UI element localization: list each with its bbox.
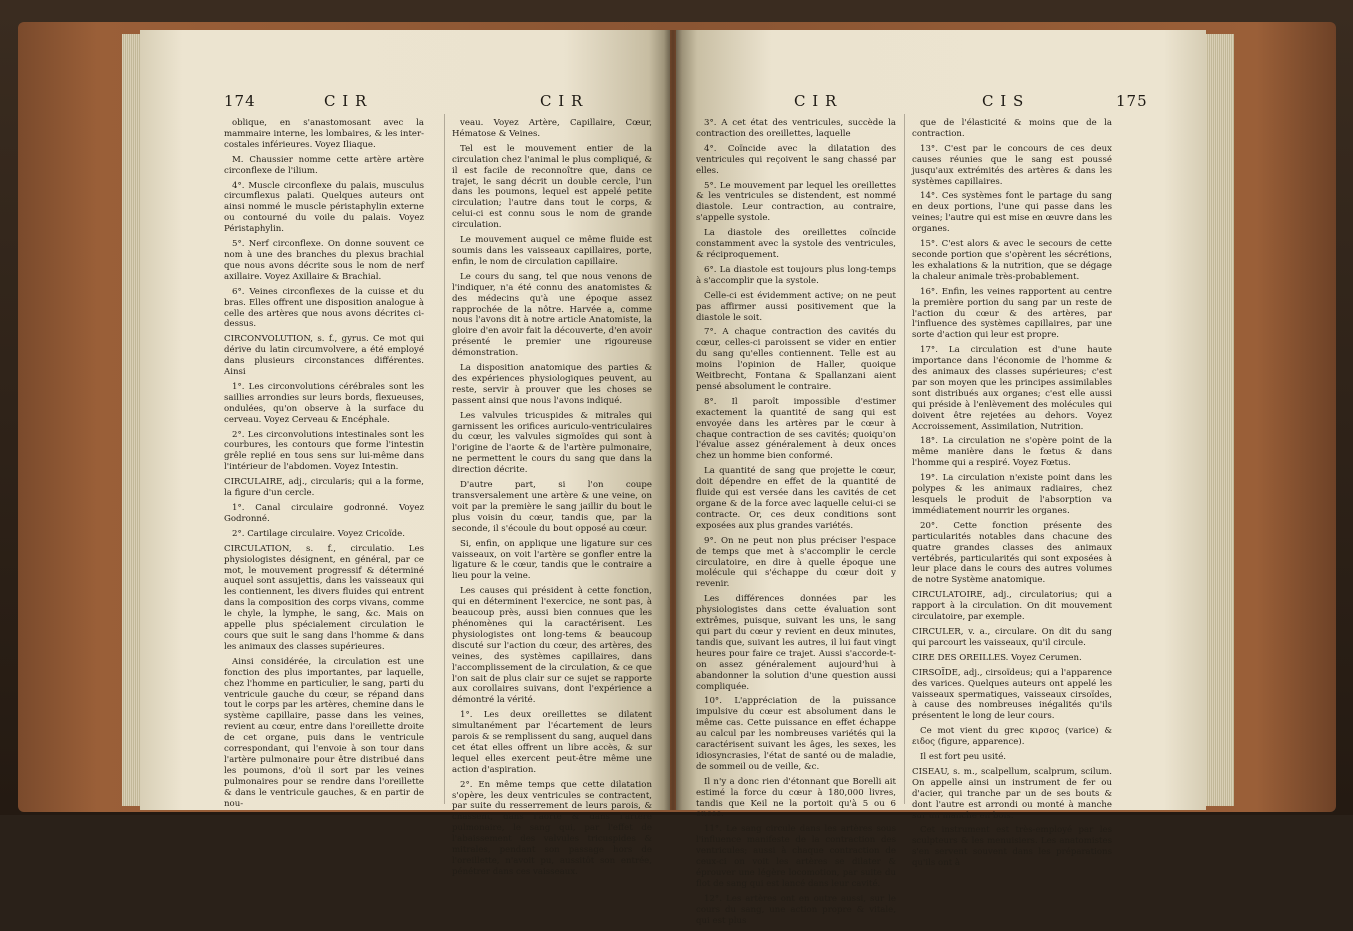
right-column-a: [696, 118, 896, 931]
paragraph: Le mouvement auquel ce même fluide est soumis dans les vaisseaux capillaires, porte, enfin, le nom de circulation capillaire.: [452, 235, 652, 267]
paragraph: Si, enfin, on applique une ligature sur ces vaisseaux, on voit l'artère se gonfler entre la ligature & le cœur, tandis que le contraire a lieu pour la veine.: [452, 538, 652, 582]
right-running-head-a: C I R: [794, 92, 838, 110]
left-page: [140, 30, 670, 877]
paragraph: 4°. Muscle circonflexe du palais, musculus circumflexus palati. Quelques auteurs ont ainsi nommé le muscle péristaphylin externe ou contourné du voile du palais. Voyez Péristaphylin.: [224, 180, 424, 235]
paragraph: 1°. Les circonvolutions cérébrales sont les saillies arrondies sur leurs bords, flexueuses, ondulées, qu'on observe à la surface du cerveau. Voyez Cerveau & Encéphale.: [224, 381, 424, 425]
page-edges-left: [122, 34, 142, 806]
paragraph: 1°. Les deux oreillettes se dilatent simultanément par l'écartement de leurs parois & se remplissent du sang, auquel dans cet état elles offrent un libre accès, & sur lequel elles exercent peut-être même une action d'aspiration.: [452, 710, 652, 775]
left-column-b: [452, 118, 652, 882]
paragraph: M. Chaussier nomme cette artère artère circonflexe de l'ilium.: [224, 154, 424, 176]
paragraph: 2°. Les circonvolutions intestinales sont les courbures, les contours que forme l'intestin grêle replié en tous sens sur lui-même dans l'intérieur de l'abdomen. Voyez Intestin.: [224, 429, 424, 473]
right-page: [676, 30, 1206, 926]
paragraph: 20°. Cette fonction présente des particularités notables dans chacune des quatre grandes classes des animaux vertébrés, particularités qui sont exposées à leur place dans le cours des autres volumes de notre Système anatomique.: [912, 520, 1112, 586]
paragraph: CIRCULAIRE, adj., circularis; qui a la forme, la figure d'un cercle.: [224, 477, 424, 499]
paragraph: 13°. C'est par le concours de ces deux causes réunies que le sang est poussé jusqu'aux extrémités des artères & dans les systèmes capillaires.: [912, 143, 1112, 187]
paragraph: oblique, en s'anastomosant avec la mammaire interne, les lombaires, & les inter-costales inférieures. Voyez Iliaque.: [224, 118, 424, 150]
paragraph: Les causes qui président à cette fonction, qui en déterminent l'exercice, ne sont pas, à beaucoup près, aussi bien connues que les phénomènes qui la caractérisent. Les physiologistes ont long-tems & beaucoup discuté sur l'action du cœur, des artères, des veines, des systèmes capillaires, dans l'accomplissement de la circulation, & ce que l'on sait de plus clair sur ce sujet se rapporte aux corollaires suivans, dont l'expérience a démontré la vérité.: [452, 586, 652, 706]
paragraph: 5°. Le mouvement par lequel les oreillettes & les ventricules se distendent, est nommé diastole. Leur contraction, au contraire, s'appelle systole.: [696, 180, 896, 224]
paragraph: 11°. Le sang circule dans les artères sous l'influence manifeste de la contraction des ventricules; aussi à chaque contraction de ceux-ci on voit les artères se dilater & éprouver une légère locomotion, par suite du flot de sang qui est lancé dans leur cavité.: [696, 824, 896, 889]
paragraph: Les valvules tricuspides & mitrales qui garnissent les orifices auriculo-ventriculaires du cœur, les valvules sigmoïdes qui sont à l'origine de l'aorte & de l'artère pulmonaire, ne permettent le cours du sang que dans la direction décrite.: [452, 410, 652, 476]
paragraph: Il n'y a donc rien d'étonnant que Borelli ait estimé la force du cœur à 180,000 livres, tandis que Keil ne la portoit qu'à 5 ou 6 onces.: [696, 776, 896, 820]
paragraph: CIRSOÏDE, adj., cirsoïdeus; qui a l'apparence des varices. Quelques auteurs ont appelé les vaisseaux spermatiques, vaisseaux cirsoïdes, à cause des nombreuses inégalités qu'ils présentent le long de leur cours.: [912, 667, 1112, 722]
paragraph: La diastole des oreillettes coïncide constamment avec la systole des ventricules, & réciproquement.: [696, 228, 896, 260]
paragraph: 9°. On ne peut non plus préciser l'espace de temps que met à s'accomplir le cercle circulatoire, en dire à quelle époque une molécule qui s'échappe du cœur doit y revenir.: [696, 535, 896, 590]
paragraph: 12°. Les artères ont en outre aussi, sur le cours du sang, une action propre & vitale, qui est plus: [696, 893, 896, 926]
left-running-head-a: C I R: [324, 92, 368, 110]
column-rule: [444, 114, 445, 804]
paragraph: D'autre part, si l'on coupe transversalement une artère & une veine, on voit par la première le sang jaillir du bout le plus voisin du cœur, tandis que, par la seconde, il s'écoule du bout opposé au cœur.: [452, 480, 652, 534]
column-rule: [904, 114, 905, 804]
paragraph: Les différences données par les physiologistes dans cette évaluation sont extrêmes, puisque, suivant les uns, le sang qui part du cœur y revient en deux minutes, tandis que, suivant les autres, il lui faut vingt heures pour faire ce trajet. Aussi s'accorde-t-on assez généralement aujourd'hui à abandonner la solution d'une question aussi compliquée.: [696, 594, 896, 692]
paragraph: 15°. C'est alors & avec le secours de cette seconde portion que s'opèrent les sécrétions, les exhalations & la nutrition, que se dégage la chaleur animale très-probablement.: [912, 239, 1112, 282]
right-running-head-b: C I S: [982, 92, 1025, 110]
paragraph: Celle-ci est évidemment active; on ne peut pas affirmer aussi positivement que la diastole le soit.: [696, 290, 896, 323]
paragraph: 7°. A chaque contraction des cavités du cœur, celles-ci paroissent se vider en entier du sang qu'elles contiennent. Telle est au moins l'opinion de Haller, quoique Weitbrecht, Fontana & Spallanzani aient pensé absolument le contraire.: [696, 327, 896, 392]
left-column-a: [224, 118, 424, 813]
paragraph: 2°. En même temps que cette dilatation s'opère, les deux ventricules se contractent, par suite du resserrement de leurs parois, & chassent, dans l'aorte & dans l'artère pulmonaire, le sang qui, par l'effet de l'abaissement des valvules tricuspides & mitrales, pendant son passage hors de l'oreillette, n'avoit pu, aussitôt son entrée, pénétrer dans ces vaisseaux.: [452, 779, 652, 877]
paragraph: 10°. L'appréciation de la puissance impulsive du cœur est absolument dans le même cas. Cette puissance en effet échappe au calcul par les nombreuses variétés qui la caractérisent suivant les âges, les sexes, les idiosyncrasies, l'état de santé ou de maladie, de sommeil ou de veille, &c.: [696, 696, 896, 772]
paragraph: CIRCULATOIRE, adj., circulatorius; qui a rapport à la circulation. On dit mouvement circulatoire, par exemple.: [912, 590, 1112, 623]
paragraph: 3°. A cet état des ventricules, succède la contraction des oreillettes, laquelle: [696, 118, 896, 139]
paragraph: 1°. Canal circulaire godronné. Voyez Godronné.: [224, 503, 424, 524]
book-gutter: [664, 30, 682, 810]
right-column-b: [912, 118, 1112, 873]
paragraph: Il est fort peu usité.: [920, 752, 1007, 763]
paragraph: 5°. Nerf circonflexe. On donne souvent ce nom à une des branches du plexus brachial que nous avons décrite sous le nom de nerf axillaire. Voyez Axillaire & Brachial.: [224, 239, 424, 282]
paragraph: que de l'élasticité & moins que de la contraction.: [912, 118, 1112, 139]
paragraph: 19°. La circulation n'existe point dans les polypes & les animaux radiaires, chez lesquels le produit de l'absorption va immédiatement nourrir les organes.: [912, 473, 1112, 516]
left-page-number: 174: [224, 92, 256, 110]
paragraph: CISEAU, s. m., scalpellum, scalprum, scilum. On appelle ainsi un instrument de fer ou d'acier, qui tranche par un de ses bouts & dont l'autre est arrondi ou monté à manche sur un manche en bois.: [912, 766, 1112, 821]
left-running-head-b: C I R: [540, 92, 584, 110]
page-edges-right: [1206, 34, 1234, 806]
right-page-number: 175: [1116, 92, 1148, 110]
paragraph: CIRCONVOLUTION, s. f., gyrus. Ce mot qui dérive du latin circumvolvere, a été employé dans plusieurs circonstances différentes. Ainsi: [224, 334, 424, 378]
paragraph: Ce mot vient du grec κιρσος (varice) & ειδος (figure, apparence).: [912, 726, 1112, 748]
paragraph: 18°. La circulation ne s'opère point de la même manière dans le fœtus & dans l'homme qui a respiré. Voyez Fœtus.: [912, 436, 1112, 469]
paragraph: Tel est le mouvement entier de la circulation chez l'animal le plus compliqué, & il est facile de reconnoître que, dans ce trajet, le sang décrit un double cercle, l'un dans les poumons, lequel est appelé petite circulation; l'autre dans tout le corps, & celui-ci est connu sous le nom de grande circulation.: [452, 143, 652, 231]
paragraph: 16°. Enfin, les veines rapportent au centre la première portion du sang par un reste de l'action du cœur & des artères, par l'influence des systèmes capillaires, par une sorte d'action qui leur est propre.: [912, 286, 1112, 341]
paragraph: CIRCULATION, s. f., circulatio. Les physiologistes désignent, en général, par ce mot, le mouvement progressif & déterminé auquel sont assujettis, dans les vaisseaux qui les contiennent, les divers fluides qui entrent dans la composition des corps vivans, comme le chyle, la lymphe, le sang, &c. Mais on appelle plus spécialement circulation le cours que suit le sang dans l'homme & dans les animaux des classes supérieures.: [224, 543, 424, 652]
paragraph: 6°. La diastole est toujours plus long-temps à s'accomplir que la systole.: [696, 264, 896, 286]
paragraph: La disposition anatomique des parties & des expériences physiologiques peuvent, au reste, servir à prouver que les choses se passent ainsi que nous l'avons indiqué.: [452, 363, 652, 406]
paragraph: 14°. Ces systèmes font le partage du sang en deux portions, l'une qui passe dans les veines; l'autre qui est mise en œuvre dans les organes.: [912, 191, 1112, 235]
paragraph: Cet instrument est très-employé par les sculpteurs & les menuisiers. Les anatomistes s'en servent souvent dans les préparations qu'ils ont à: [912, 825, 1112, 869]
paragraph: Le cours du sang, tel que nous venons de l'indiquer, n'a été connu des anatomistes & des médecins qu'à une époque assez rapprochée de la nôtre. Harvée a, comme nous l'avons dit à notre article Anatomiste, la gloire d'en avoir fait la découverte, d'en avoir présenté le premier une rigoureuse démonstration.: [452, 271, 652, 359]
paragraph: 2°. Cartilage circulaire. Voyez Cricoïde.: [232, 528, 405, 539]
paragraph: 4°. Coïncide avec la dilatation des ventricules qui reçoivent le sang chassé par elles.: [696, 143, 896, 176]
paragraph: Ainsi considérée, la circulation est une fonction des plus importantes, par laquelle, chez l'homme en particulier, le sang, parti du ventricule gauche du cœur, se répand dans tout le corps par les artères, chemine dans le système capillaire, passe dans les veines, revient au cœur, entre dans l'oreillette droite de cet organe, puis dans le ventricule correspondant, qui l'envoie à son tour dans l'artère pulmonaire pour être distribué dans les poumons, d'où il sort par les veines pulmonaires pour se rendre dans l'oreillette & dans le ventricule gauches, & en partir de nou-: [224, 656, 424, 809]
paragraph: La quantité de sang que projette le cœur, doit dépendre en effet de la quantité de fluide qui est versée dans les cavités de cet organe & de la force avec laquelle celui-ci se contracte. Or, ces deux conditions sont exposées aux plus grandes variétés.: [696, 466, 896, 531]
paragraph: 8°. Il paroît impossible d'estimer exactement la quantité de sang qui est envoyée dans les artères par le cœur à chaque contraction de ses cavités; quoiqu'on l'évalue assez généralement à deux onces chez un homme bien conformé.: [696, 396, 896, 462]
paragraph: CIRE DES OREILLES. Voyez Cerumen.: [912, 652, 1082, 663]
paragraph: veau. Voyez Artère, Capillaire, Cœur, Hématose & Veines.: [452, 118, 652, 139]
paragraph: 17°. La circulation est d'une haute importance dans l'économie de l'homme & des animaux des classes supérieures; c'est par son moyen que les principes assimilables sont distribués aux organes; c'est elle aussi qui préside à l'enlèvement des molécules qui doivent être rejetées au dehors. Voyez Accroissement, Assimilation, Nutrition.: [912, 345, 1112, 432]
paragraph: 6°. Veines circonflexes de la cuisse et du bras. Elles offrent une disposition analogue à celle des artères que nous avons décrites ci-dessus.: [224, 286, 424, 330]
paragraph: CIRCULER, v. a., circulare. On dit du sang qui parcourt les vaisseaux, qu'il circule.: [912, 626, 1112, 648]
